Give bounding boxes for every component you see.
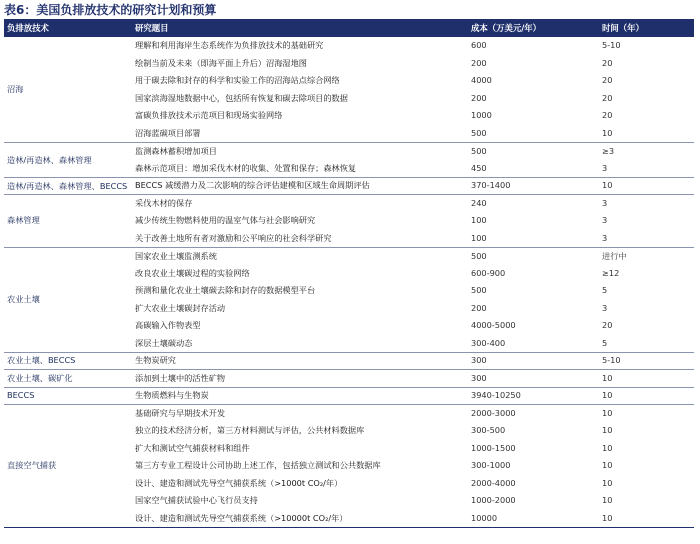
cost-cell: 300 [471, 355, 487, 366]
cost-cell: 600-900 [471, 267, 506, 278]
topic-cell: 监测森林蓄积增加项目 [135, 145, 217, 156]
research-budget-table [4, 19, 694, 528]
cost-cell: 500 [471, 127, 487, 138]
duration-cell: 20 [602, 320, 613, 331]
duration-cell: 5 [602, 285, 608, 296]
table-group [4, 387, 694, 405]
table-group [4, 195, 694, 248]
topic-cell: 扩大和测试空气捕获材料和组件 [135, 442, 250, 453]
duration-cell: 10 [602, 127, 613, 138]
table-group [4, 352, 694, 370]
topic-cell: 绘制当前及未来（即海平面上升后）沼海湿地图 [135, 57, 307, 68]
duration-cell: 10 [602, 372, 613, 383]
cost-cell: 300 [471, 372, 487, 383]
category-cell: 沼海 [7, 83, 24, 94]
topic-cell: 采伐木材的保存 [135, 198, 193, 208]
table-row [4, 352, 694, 370]
cost-cell: 500 [471, 250, 487, 261]
table-group [4, 405, 694, 528]
table-row [4, 195, 694, 213]
topic-cell: 用于碳去除和封存的科学和实验工作的沼海站点综合网络 [135, 75, 340, 86]
cost-cell: 2000-3000 [471, 408, 516, 418]
duration-cell: 进行中 [602, 250, 627, 261]
cost-cell: 100 [471, 215, 487, 226]
topic-cell: 理解和利用海岸生态系统作为负排放技术的基础研究 [135, 40, 324, 51]
header-cost: 成本（万美元/年） [468, 19, 599, 37]
duration-cell: 10 [602, 390, 613, 401]
duration-cell: 20 [602, 92, 613, 103]
cost-cell: 500 [471, 145, 487, 156]
topic-cell: 独立的技术经济分析，第三方材料测试与评估，公共材料数据库 [135, 425, 365, 436]
table-row [4, 177, 694, 195]
duration-cell: 10 [602, 512, 613, 523]
topic-cell: 国家农业土壤监测系统 [135, 250, 217, 261]
category-cell: 农业土壤、碳矿化 [7, 372, 73, 383]
topic-cell: 减少传统生物燃料使用的温室气体与社会影响研究 [135, 215, 316, 226]
duration-cell: 10 [602, 408, 613, 418]
category-cell: 造林/再造林、森林管理、BECCS [7, 180, 128, 191]
duration-cell: 20 [602, 110, 613, 121]
cost-cell: 200 [471, 92, 487, 103]
duration-cell: 5-10 [602, 355, 621, 366]
duration-cell: ≥3 [602, 145, 615, 156]
table-group [4, 177, 694, 195]
duration-cell: 5-10 [602, 40, 621, 51]
duration-cell: 10 [602, 460, 613, 471]
table-header [4, 19, 694, 37]
duration-cell: 3 [602, 215, 608, 226]
cost-cell: 300-500 [471, 425, 506, 436]
category-cell: 造林/再造林、森林管理 [7, 154, 92, 165]
topic-cell: 设计、建造和测试先导空气捕获系统（>10000t CO₂/年） [135, 512, 348, 523]
duration-cell: 10 [602, 495, 613, 506]
header-row [4, 19, 694, 37]
table-row [4, 37, 694, 55]
cost-cell: 500 [471, 285, 487, 296]
duration-cell: 5 [602, 337, 608, 348]
topic-cell: 高碳输入作物表型 [135, 320, 201, 331]
topic-cell: 第三方专业工程设计公司协助上述工作，包括独立测试和公共数据库 [135, 460, 381, 471]
topic-cell: 改良农业土壤碳过程的实验网络 [135, 267, 250, 278]
table-group [4, 142, 694, 177]
topic-cell: 森林示范项目：增加采伐木材的收集、处置和保存；森林恢复 [135, 162, 357, 173]
topic-cell: 国家空气捕获试验中心飞行员支持 [135, 495, 258, 506]
table-row [4, 387, 694, 405]
table-row [4, 142, 694, 160]
table-row [4, 405, 694, 423]
duration-cell: ≥12 [602, 267, 620, 278]
cost-cell: 2000-4000 [471, 477, 516, 488]
topic-cell: 基础研究与早期技术开发 [135, 408, 226, 418]
topic-cell: BECCS 减缓潜力及二次影响的综合评估建模和区域生命周期评估 [135, 180, 370, 191]
cost-cell: 10000 [471, 512, 498, 523]
duration-cell: 20 [602, 57, 613, 68]
topic-cell: 预测和量化农业土壤碳去除和封存的数据模型平台 [135, 285, 316, 296]
header-topic: 研究题目 [132, 19, 468, 37]
cost-cell: 300-400 [471, 337, 506, 348]
topic-cell: 生物质燃料与生物炭 [135, 390, 209, 401]
category-cell: BECCS [7, 390, 35, 401]
topic-cell: 生物炭研究 [135, 355, 176, 366]
cost-cell: 300-1000 [471, 460, 511, 471]
cost-cell: 370-1400 [471, 180, 511, 191]
cost-cell: 1000 [471, 110, 492, 121]
cost-cell: 1000-2000 [471, 495, 516, 506]
duration-cell: 10 [602, 477, 613, 488]
category-cell: 农业土壤 [7, 294, 40, 304]
header-duration: 时间（年） [599, 19, 694, 37]
cost-cell: 600 [471, 40, 487, 51]
topic-cell: 沼海蓝碳项目部署 [135, 127, 201, 138]
topic-cell: 扩大农业土壤碳封存活动 [135, 302, 226, 313]
table-group [4, 37, 694, 142]
topic-cell: 添加到土壤中的活性矿物 [135, 372, 226, 383]
cost-cell: 240 [471, 198, 487, 208]
cost-cell: 4000 [471, 75, 492, 86]
duration-cell: 10 [602, 180, 613, 191]
table-title: 表6：美国负排放技术的研究计划和预算 [4, 3, 217, 17]
table-row [4, 370, 694, 388]
table-group [4, 370, 694, 388]
duration-cell: 10 [602, 442, 613, 453]
duration-cell: 3 [602, 198, 608, 208]
topic-cell: 设计、建造和测试先导空气捕获系统（>1000t CO₂/年） [135, 477, 343, 488]
duration-cell: 20 [602, 75, 613, 86]
header-technology: 负排放技术 [4, 19, 132, 37]
category-cell: 森林管理 [7, 215, 40, 226]
category-cell: 农业土壤、BECCS [7, 355, 76, 366]
topic-cell: 深层土壤碳动态 [135, 337, 193, 348]
duration-cell: 3 [602, 302, 608, 313]
duration-cell: 10 [602, 425, 613, 436]
topic-cell: 国家滨海湿地数据中心，包括所有恢复和碳去除项目的数据 [135, 92, 348, 103]
cost-cell: 1000-1500 [471, 442, 516, 453]
cost-cell: 200 [471, 302, 487, 313]
duration-cell: 3 [602, 232, 608, 243]
category-cell: 直接空气捕获 [7, 460, 57, 471]
cost-cell: 4000-5000 [471, 320, 516, 331]
cost-cell: 450 [471, 162, 487, 173]
topic-cell: 关于改善土地所有者对激励和公平响应的社会科学研究 [135, 232, 332, 243]
cost-cell: 200 [471, 57, 487, 68]
duration-cell: 3 [602, 162, 608, 173]
topic-cell: 富碳负排放技术示范项目和现场实验网络 [135, 110, 283, 121]
cost-cell: 100 [471, 232, 487, 243]
cost-cell: 3940-10250 [471, 390, 521, 401]
table-row [4, 247, 694, 265]
table-group [4, 247, 694, 352]
